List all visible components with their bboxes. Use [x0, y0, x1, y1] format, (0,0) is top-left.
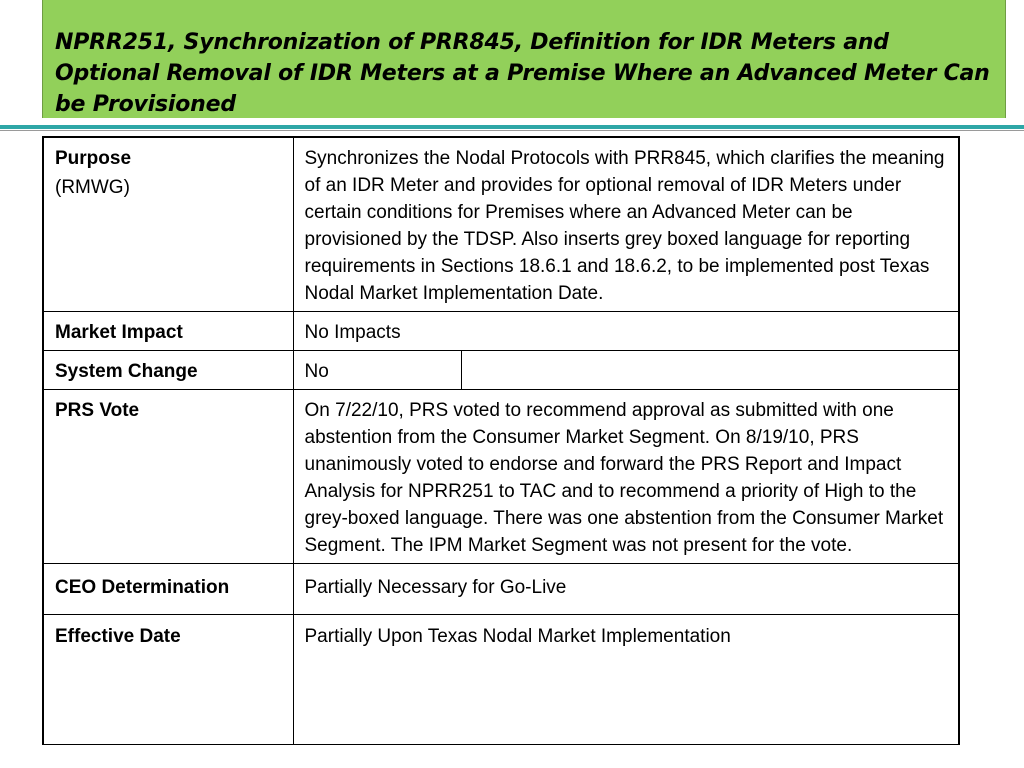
row-value-prs-vote: On 7/22/10, PRS voted to recommend approval as submitted with one abstention from the Consumer Market Segment. On 8/19/10, PRS unanimously voted to endorse and forward the PRS Report and Impact Analysis for NPRR251 to TAC and to recommend a priority of High to the grey-boxed language. There was one abstention from the Consumer Market Segment. The IPM Market Segment was not present for the vote.	[293, 390, 959, 564]
row-label-purpose	[43, 137, 293, 312]
row-value-market-impact: No Impacts	[293, 312, 959, 351]
title-box	[42, 0, 1006, 118]
row-value-effective-date: Partially Upon Texas Nodal Market Implementation	[293, 615, 959, 745]
table-row-prs-vote	[43, 390, 959, 564]
slide-title: NPRR251, Synchronization of PRR845, Definition for IDR Meters and Optional Removal of IDR Meters at a Premise Where an Advanced Meter Can be Provisioned	[55, 30, 990, 117]
label-purpose-sub: (RMWG)	[55, 177, 130, 198]
table-row-purpose	[43, 137, 959, 312]
table-row-market-impact	[43, 312, 959, 351]
row-value-system-change: No	[293, 351, 461, 390]
row-value-ceo-determination: Partially Necessary for Go-Live	[293, 564, 959, 615]
table-row-ceo-determination	[43, 564, 959, 615]
row-value-purpose: Synchronizes the Nodal Protocols with PRR845, which clarifies the meaning of an IDR Meter and provides for optional removal of IDR Meters under certain conditions for Premises where an Advanced Meter can be provisioned by the TDSP. Also inserts grey boxed language for reporting requirements in Sections 18.6.1 and 18.6.2, to be implemented post Texas Nodal Market Implementation Date.	[293, 137, 959, 312]
table-row-effective-date	[43, 615, 959, 745]
title-rule	[0, 125, 1024, 129]
row-label-market-impact: Market Impact	[43, 312, 293, 351]
row-label-system-change: System Change	[43, 351, 293, 390]
row-label-effective-date: Effective Date	[43, 615, 293, 745]
title-rule-shadow	[0, 130, 1024, 131]
table-row-system-change	[43, 351, 959, 390]
nprr-summary-table	[42, 136, 960, 745]
row-extra-system-change	[461, 351, 959, 390]
row-label-prs-vote: PRS Vote	[43, 390, 293, 564]
label-purpose: Purpose	[55, 148, 132, 169]
row-label-ceo-determination: CEO Determination	[43, 564, 293, 615]
